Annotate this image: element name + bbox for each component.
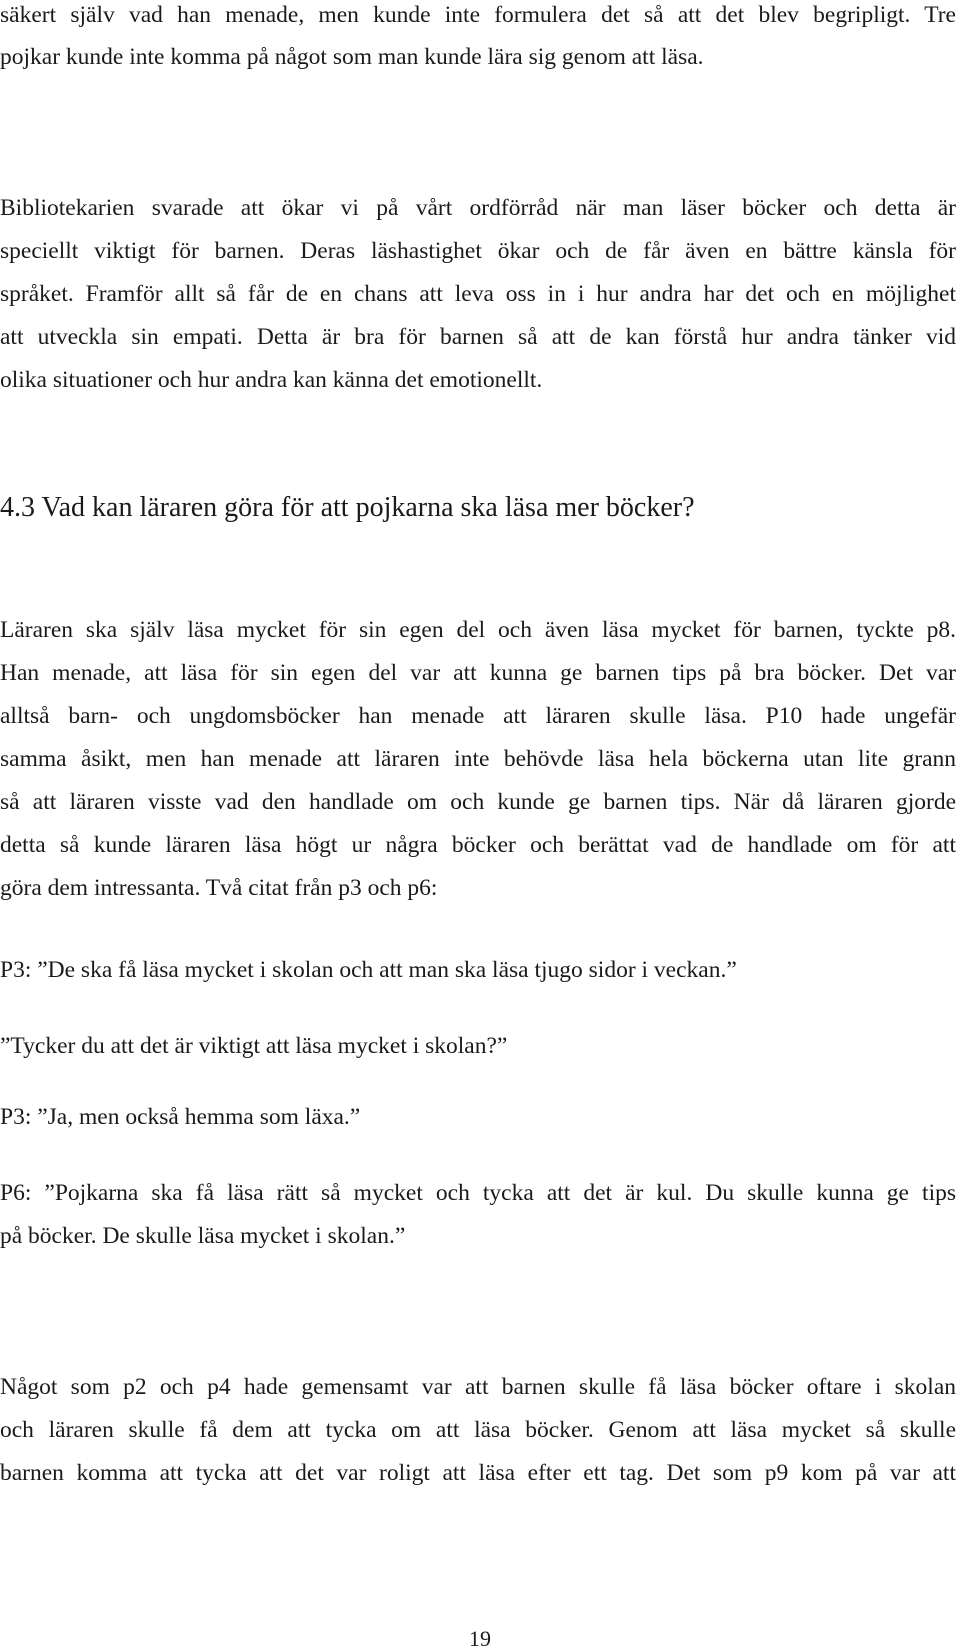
section-heading: 4.3 Vad kan läraren göra för att pojkarna ska läsa mer böcker? — [0, 492, 695, 523]
paragraph-4-line-1: Något som p2 och p4 hade gemensamt var att barnen skulle få läsa böcker oftare i skolan — [0, 1374, 956, 1400]
quote-p6-line-1: P6: ”Pojkarna ska få läsa rätt så mycket och tycka att det är kul. Du skulle kunna ge tips — [0, 1180, 956, 1206]
paragraph-4-line-2: och läraren skulle få dem att tycka om att läsa böcker. Genom att läsa mycket så skulle — [0, 1417, 956, 1443]
paragraph-3-line-1: Läraren ska själv läsa mycket för sin egen del och även läsa mycket för barnen, tyckte p8. — [0, 617, 956, 643]
paragraph-1-line-1: säkert själv vad han menade, men kunde inte formulera det så att det blev begripligt. Tre — [0, 2, 956, 28]
paragraph-2-line-2: speciellt viktigt för barnen. Deras läshastighet ökar och de får även en bättre känsla för — [0, 238, 956, 264]
paragraph-4-line-3: barnen komma att tycka att det var roligt att läsa efter ett tag. Det som p9 kom på var att — [0, 1460, 956, 1486]
page-number: 19 — [469, 1626, 491, 1651]
paragraph-3-line-4: samma åsikt, men han menade att läraren inte behövde läsa hela böckerna utan lite grann — [0, 746, 956, 772]
paragraph-2-line-5: olika situationer och hur andra kan känna det emotionellt. — [0, 367, 543, 393]
paragraph-2-line-1: Bibliotekarien svarade att ökar vi på vårt ordförråd när man läser böcker och detta är — [0, 195, 956, 221]
paragraph-3-line-3: alltså barn- och ungdomsböcker han menade att läraren skulle läsa. P10 hade ungefär — [0, 703, 956, 729]
paragraph-2-line-3: språket. Framför allt så får de en chans att leva oss in i hur andra har det och en möjlighet — [0, 281, 956, 307]
quote-p6-line-2: på böcker. De skulle läsa mycket i skolan.” — [0, 1223, 406, 1249]
paragraph-2-line-4: att utveckla sin empati. Detta är bra för barnen så att de kan förstå hur andra tänker vid — [0, 324, 956, 350]
paragraph-1-line-2: pojkar kunde inte komma på något som man kunde lära sig genom att läsa. — [0, 44, 704, 70]
paragraph-3-line-6: detta så kunde läraren läsa högt ur några böcker och berättat vad de handlade om för att — [0, 832, 956, 858]
quote-p3-1: P3: ”De ska få läsa mycket i skolan och att man ska läsa tjugo sidor i veckan.” — [0, 957, 737, 983]
quote-question: ”Tycker du att det är viktigt att läsa mycket i skolan?” — [0, 1033, 508, 1059]
paragraph-3-line-5: så att läraren visste vad den handlade om och kunde ge barnen tips. När då läraren gjorde — [0, 789, 956, 815]
paragraph-3-line-2: Han menade, att läsa för sin egen del var att kunna ge barnen tips på bra böcker. Det var — [0, 660, 956, 686]
paragraph-3-line-7: göra dem intressanta. Två citat från p3 och p6: — [0, 875, 438, 901]
quote-p3-2: P3: ”Ja, men också hemma som läxa.” — [0, 1104, 361, 1130]
